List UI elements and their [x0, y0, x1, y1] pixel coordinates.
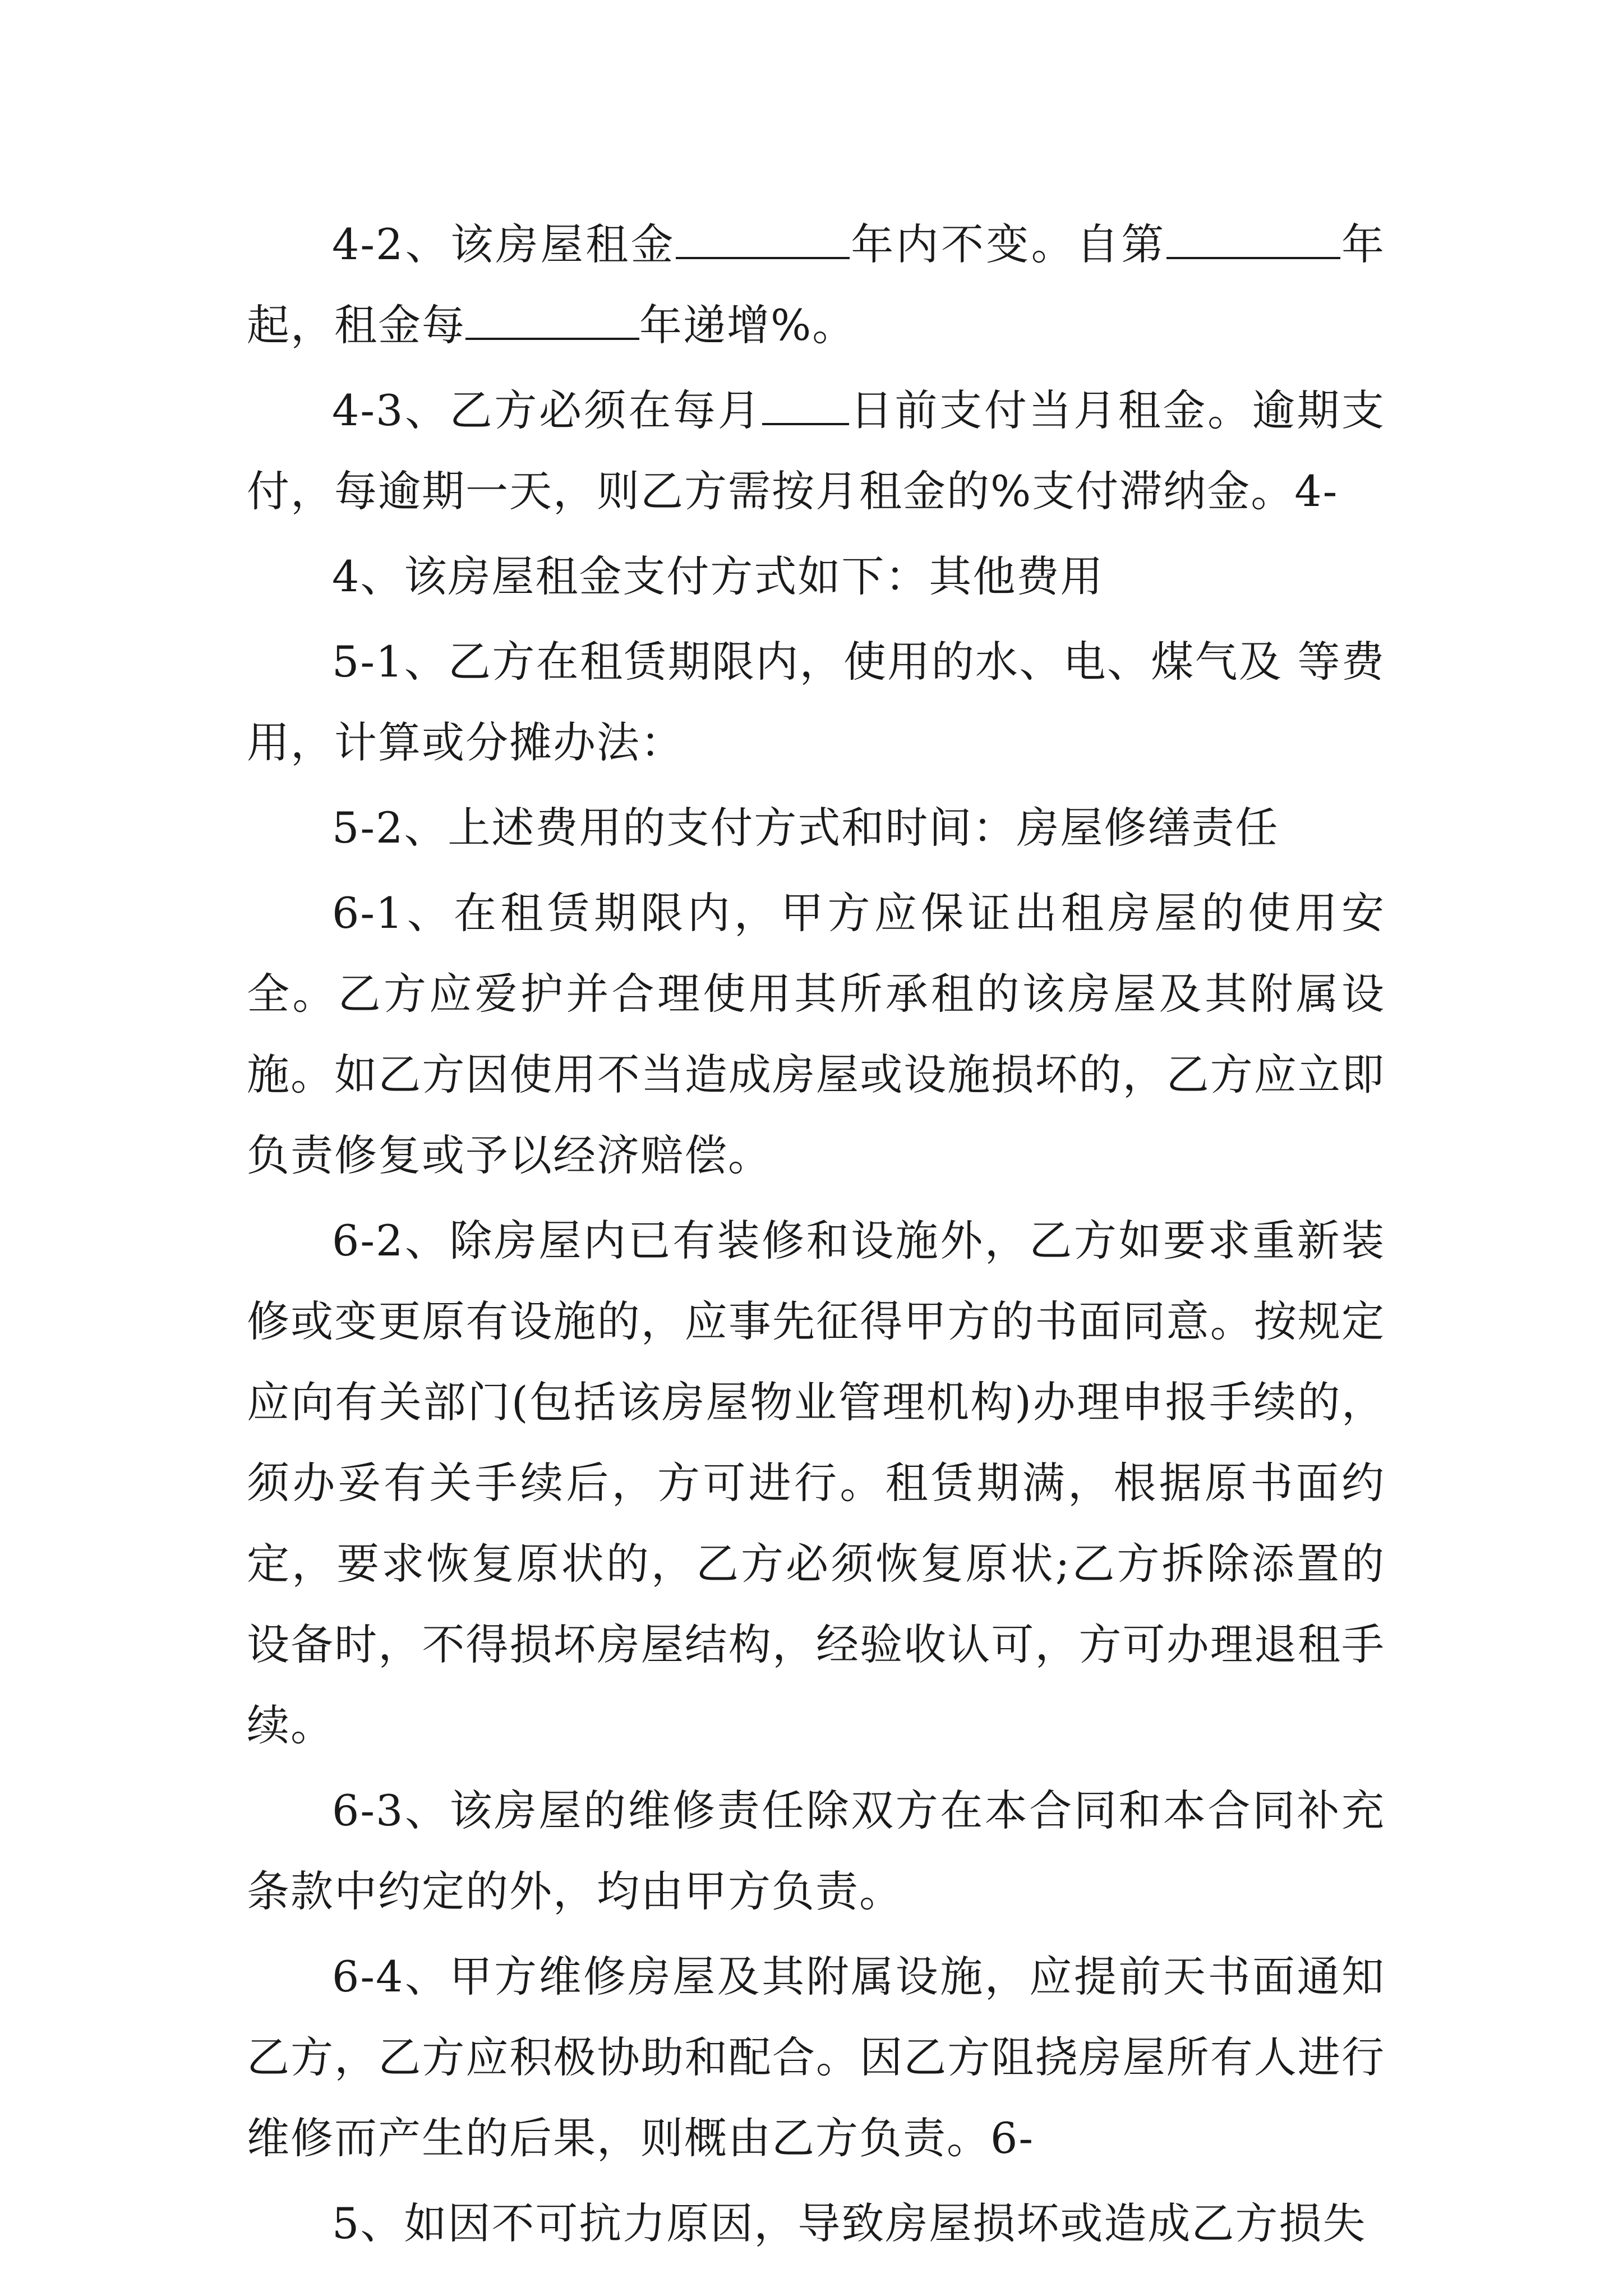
clause-4-2-text-4: 年递增%。: [639, 300, 856, 350]
fill-blank: [762, 385, 849, 425]
clause-5-2: 5-2、上述费用的支付方式和时间：房屋修缮责任: [332, 803, 1279, 853]
clause-6-5: 5、如因不可抗力原因，导致房屋损坏或造成乙方损失: [332, 2198, 1367, 2248]
document-body: [247, 204, 1385, 2269]
clause-4-2: [247, 204, 1385, 366]
clause-6-1: 6-1、在租赁期限内，甲方应保证出租房屋的使用安全。乙方应爱护并合理使用其所承租的该房屋及其附属设施。如乙方因使用不当造成房屋或设施损坏的，乙方应立即负责修复或予以经济赔偿。: [247, 888, 1385, 1180]
clause-4-4: 4、该房屋租金支付方式如下：其他费用: [332, 551, 1104, 601]
clause-6-4: 6-4、甲方维修房屋及其附属设施，应提前天书面通知乙方，乙方应积极协助和配合。因乙方阻挠房屋所有人进行维修而产生的后果，则概由乙方负责。6-: [247, 1952, 1385, 2163]
fill-blank: [676, 219, 850, 259]
fill-blank: [1166, 219, 1340, 259]
clause-4-2-text-1: 4-2、该房屋租金: [332, 219, 676, 269]
clause-5-1: 5-1、乙方在租赁期限内，使用的水、电、煤气及 等费用，计算或分摊办法：: [247, 637, 1385, 767]
fill-blank: [465, 300, 639, 340]
clause-4-3-text-1: 4-3、乙方必须在每月: [332, 385, 763, 435]
clause-4-3-text-2: 日前支付当月租金。逾期支付，每逾期一天，则乙方需按月租金的%支付滞纳金。4-: [247, 385, 1386, 516]
clause-6-2: 6-2、除房屋内已有装修和设施外，乙方如要求重新装修或变更原有设施的，应事先征得甲方的书面同意。按规定应向有关部门(包括该房屋物业管理机构)办理申报手续的，须办妥有关手续后，方可进行。租赁期满，根据原书面约定，要求恢复原状的，乙方必须恢复原状;乙方拆除添置的设备时，不得损坏房屋结构，经验收认可，方可办理退租手续。: [247, 1216, 1385, 1750]
clause-4-2-text-2: 年内不变。自第: [849, 219, 1166, 269]
clause-4-2-text-3: 年起，租金每: [247, 219, 1386, 350]
clause-6-3: 6-3、该房屋的维修责任除双方在本合同和本合同补充条款中约定的外，均由甲方负责。: [247, 1786, 1385, 1916]
clause-4-3: [247, 370, 1385, 532]
